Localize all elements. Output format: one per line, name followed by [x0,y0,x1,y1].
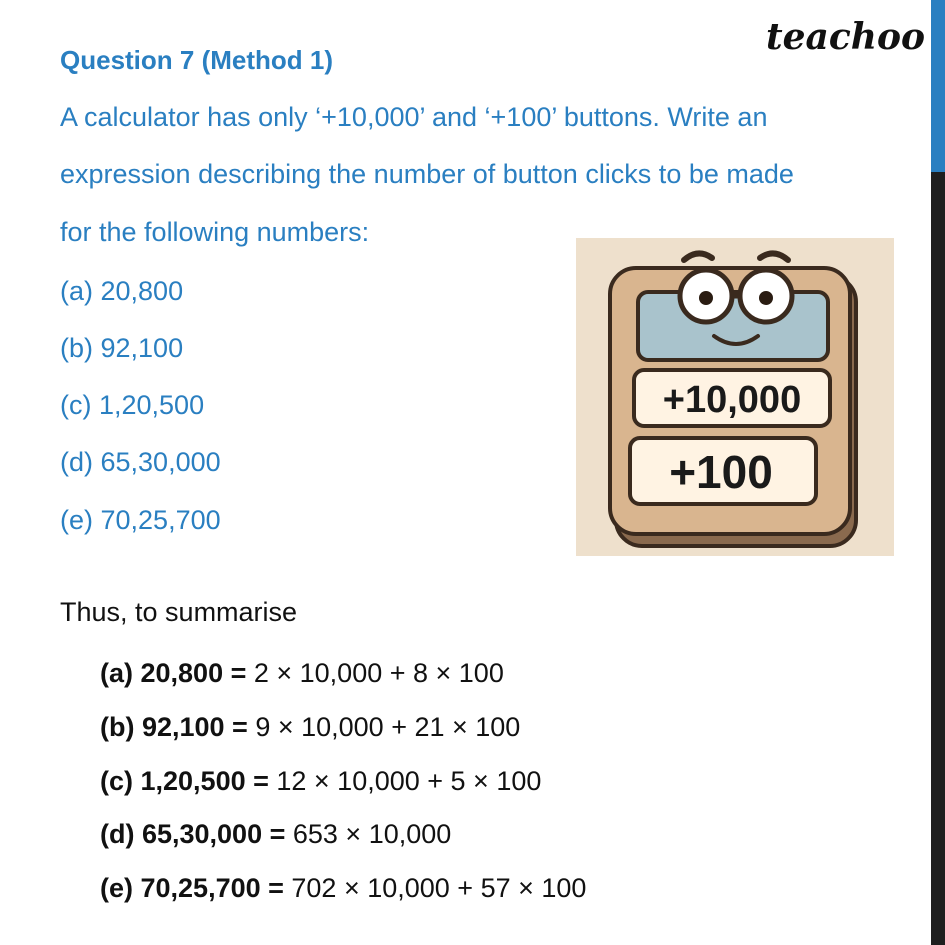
summary-intro: Thus, to summarise [60,597,298,627]
summary-label: (d) 65,30,000 = [100,819,286,849]
summary-label: (b) 92,100 = [100,712,248,742]
question-part-e: (e) 70,25,700 [60,505,221,535]
summary-row-d [100,819,451,850]
calculator-character-icon [576,238,894,556]
summary-row-a [100,658,504,689]
question-part-a: (a) 20,800 [60,276,184,306]
summary-expression: 12 × 10,000 + 5 × 100 [268,766,542,796]
question-line: expression describing the number of button clicks to be made [60,159,794,189]
summary-row-e [100,873,586,904]
question-heading: Question 7 (Method 1) [60,45,333,75]
button-plus-100-label: +100 [669,446,773,498]
teachoo-logo: teachoo [766,16,925,58]
summary-expression: 9 × 10,000 + 21 × 100 [247,712,521,742]
question-part-d: (d) 65,30,000 [60,447,221,477]
summary-expression: 702 × 10,000 + 57 × 100 [283,873,587,903]
question-part-b: (b) 92,100 [60,333,184,363]
summary-label: (a) 20,800 = [100,658,247,688]
question-part-c: (c) 1,20,500 [60,390,205,420]
summary-expression: 653 × 10,000 [285,819,452,849]
right-edge-accent [931,0,945,172]
summary-expression: 2 × 10,000 + 8 × 100 [246,658,504,688]
summary-row-b [100,712,520,743]
question-line: A calculator has only ‘+10,000’ and ‘+100’ buttons. Write an [60,102,768,132]
question-line: for the following numbers: [60,217,370,247]
calculator-illustration [576,238,894,556]
summary-label: (e) 70,25,700 = [100,873,284,903]
summary-label: (c) 1,20,500 = [100,766,269,796]
button-plus-10000-label: +10,000 [662,379,802,421]
summary-row-c [100,766,541,797]
